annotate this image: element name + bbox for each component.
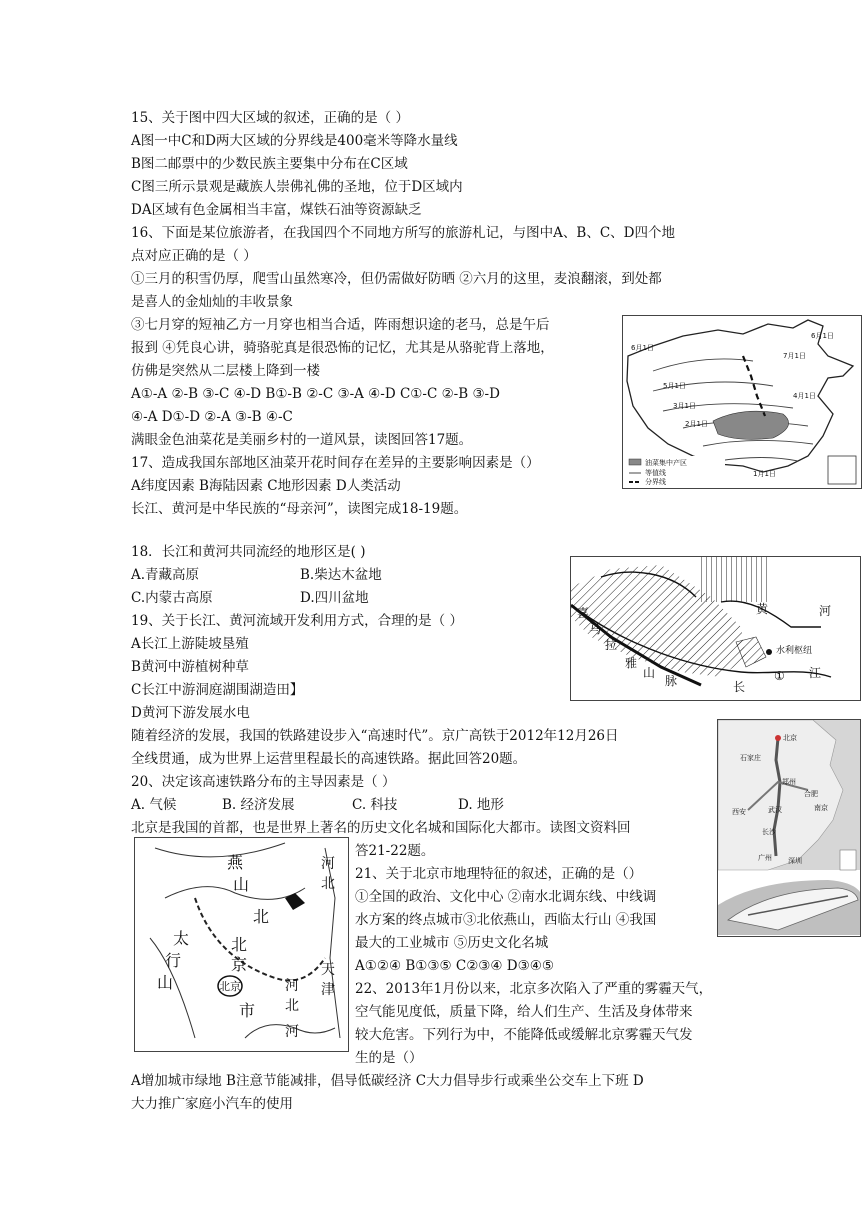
q21-22-intro-1: 北京是我国的首都，也是世界上著名的历史文化名城和国际化大都市。读图文资料回 xyxy=(131,820,631,836)
label-bei-4: 北 xyxy=(285,998,299,1014)
label-himalaya-6: 脉 xyxy=(665,674,678,688)
label-himalaya-5: 山 xyxy=(643,666,656,680)
label-yan-2: 山 xyxy=(233,875,250,894)
isoline-label-1: 6月1日 xyxy=(631,344,654,352)
q18-option-c: C.内蒙古高原 xyxy=(131,590,213,606)
q21-22-intro-2: 答21-22题。 xyxy=(355,843,435,859)
q16-line-8: A①-A ②-B ③-C ④-D B①-B ②-C ③-A ④-D C①-C ②-B ③-D xyxy=(131,386,500,402)
city-changsha: 长沙 xyxy=(762,828,776,836)
q20-stem: 20、决定该高速铁路分布的主导因素是（ ） xyxy=(131,774,396,790)
label-beijing: 北京 xyxy=(219,980,241,993)
label-yan-1: 燕 xyxy=(227,853,244,872)
q20-option-b: B. 经济发展 xyxy=(222,797,295,813)
label-shi: 市 xyxy=(239,1001,256,1020)
q19-option-c: C长江中游洞庭湖围湖造田】 xyxy=(131,682,304,698)
railway-map-figure xyxy=(717,719,861,937)
label-circled-one: ① xyxy=(774,669,785,683)
city-shijiazhuang: 石家庄 xyxy=(740,754,761,762)
label-he-3: 河 xyxy=(285,1024,299,1040)
city-zhengzhou: 郑州 xyxy=(782,778,796,786)
q15-option-a: A图一中C和D两大区域的分界线是400毫米等降水量线 xyxy=(131,133,458,149)
label-himalaya-4: 雅 xyxy=(625,656,638,670)
isoline-label-2: 6月1日 xyxy=(811,332,834,340)
q16-line-7: 仿佛是突然从二层楼上降到一楼 xyxy=(131,363,320,379)
q16-line-2: 点对应正确的是（ ） xyxy=(131,248,257,264)
q22-line-4: 生的是（） xyxy=(355,1050,423,1066)
q19-stem: 19、关于长江、黄河流域开发利用方式，合理的是（ ） xyxy=(131,613,463,629)
city-nanjing: 南京 xyxy=(814,804,828,812)
label-himalaya-2: 马 xyxy=(589,622,602,636)
label-himalaya-1: 喜 xyxy=(577,606,590,620)
q17-intro: 满眼金色油菜花是美丽乡村的一道风景，读图回答17题。 xyxy=(131,432,473,448)
city-hefei: 合肥 xyxy=(804,790,818,798)
q15-option-c: C图三所示景观是藏族人崇佛礼佛的圣地，位于D区域内 xyxy=(131,179,463,195)
q21-line-1: 21、关于北京市地理特征的叙述，正确的是（） xyxy=(355,866,643,882)
q15-option-b: B图二邮票中的少数民族主要集中分布在C区域 xyxy=(131,156,408,172)
q22-options-line-1: A增加城市绿地 B注意节能减排，倡导低碳经济 C大力倡导步行或乘坐公交车上下班 D xyxy=(131,1073,644,1089)
q17-stem: 17、造成我国东部地区油菜开花时间存在差异的主要影响因素是（） xyxy=(131,455,540,471)
city-beijing: 北京 xyxy=(783,734,797,742)
isoline-label-7: 2月1日 xyxy=(685,420,708,428)
rapeseed-map-figure xyxy=(622,315,862,489)
q16-line-1: 16、下面是某位旅游者，在我国四个不同地方所写的旅游札记，与图中A、B、C、D四个地 xyxy=(131,225,676,241)
q21-line-4: 最大的工业城市 ⑤历史文化名城 xyxy=(355,935,549,951)
legend-boundary: 分界线 xyxy=(645,478,666,486)
isoline-label-5: 4月1日 xyxy=(793,392,816,400)
label-yellow-2: 河 xyxy=(819,604,832,618)
q17-options: A纬度因素 B海陆因素 C地形因素 D人类活动 xyxy=(131,478,401,494)
city-shenzhen: 深圳 xyxy=(788,857,802,865)
q18-option-a: A.青藏高原 xyxy=(131,567,200,583)
isoline-label-3: 7月1日 xyxy=(783,352,806,360)
q16-line-4: 是喜人的金灿灿的丰收景象 xyxy=(131,294,293,310)
legend-rapeseed-area: 油菜集中产区 xyxy=(645,459,687,467)
legend-isoline: 等值线 xyxy=(645,469,666,477)
label-he-1: 河 xyxy=(321,856,335,872)
q20-intro-2: 全线贯通，成为世界上运营里程最长的高速铁路。据此回答20题。 xyxy=(131,751,527,767)
label-jing: 京 xyxy=(231,955,248,974)
q21-line-2: ①全国的政治、文化中心 ②南水北调东线、中线调 xyxy=(355,889,657,905)
label-jin: 津 xyxy=(321,982,335,998)
label-he-2: 河 xyxy=(285,978,299,994)
q16-line-9: ④-A D①-D ②-A ③-B ④-C xyxy=(131,409,293,425)
q18-stem: 18．长江和黄河共同流经的地形区是( ) xyxy=(131,544,366,560)
q18-19-intro: 长江、黄河是中华民族的“母亲河”，读图完成18-19题。 xyxy=(131,501,468,517)
q22-line-2: 空气能见度低，质量下降，给人们生产、生活及身体带来 xyxy=(355,1004,693,1020)
label-bei-3: 北 xyxy=(321,876,335,892)
q21-line-3: 水方案的终点城市③北依燕山，西临太行山 ④我国 xyxy=(355,912,657,928)
q22-options-line-2: 大力推广家庭小汽车的使用 xyxy=(131,1096,293,1112)
q18-option-d: D.四川盆地 xyxy=(300,590,369,606)
q19-option-a: A长江上游陡坡垦殖 xyxy=(131,636,249,652)
label-dam: 水利枢纽 xyxy=(776,646,813,656)
q15-stem: 15、关于图中四大区域的叙述，正确的是（ ） xyxy=(131,110,409,126)
label-yangtze-1: 长 xyxy=(733,680,746,694)
q15-option-d: DA区域有色金属相当丰富，煤铁石油等资源缺乏 xyxy=(131,202,422,218)
label-tian: 天 xyxy=(321,962,335,978)
label-yangtze-2: 江 xyxy=(809,666,822,680)
isoline-label-4: 5月1日 xyxy=(663,382,686,390)
label-yellow-1: 黄 xyxy=(756,602,769,616)
label-bei-1: 北 xyxy=(253,907,270,926)
city-guangzhou: 广州 xyxy=(758,854,772,862)
q16-line-3: ①三月的积雪仍厚，爬雪山虽然寒冷，但仍需做好防晒 ②六月的这里，麦浪翻滚，到处都 xyxy=(131,271,662,287)
label-taihang-1: 太 xyxy=(173,929,190,948)
beijing-map-figure xyxy=(134,837,349,1052)
q20-option-a: A. 气候 xyxy=(131,797,177,813)
q21-options: A①②④ B①③⑤ C②③④ D③④⑤ xyxy=(355,958,554,974)
q19-option-d: D黄河下游发展水电 xyxy=(131,705,250,721)
isoline-label-8: 1月1日 xyxy=(753,470,776,478)
isoline-label-6: 3月1日 xyxy=(673,402,696,410)
city-xian: 西安 xyxy=(732,808,746,816)
q18-option-b: B.柴达木盆地 xyxy=(300,567,382,583)
rivers-map-figure xyxy=(570,556,861,701)
city-wuhan: 武汉 xyxy=(768,806,782,814)
q16-line-5: ③七月穿的短袖乙方一月穿也相当合适，阵雨想识途的老马，总是午后 xyxy=(131,317,550,333)
label-taihang-3: 山 xyxy=(157,973,174,992)
q22-line-3: 较大危害。下列行为中，不能降低或缓解北京雾霾天气发 xyxy=(355,1027,693,1043)
q20-option-d: D. 地形 xyxy=(458,797,504,813)
label-bei-2: 北 xyxy=(231,935,248,954)
q22-line-1: 22、2013年1月份以来，北京多次陷入了严重的雾霾天气， xyxy=(355,981,713,997)
q20-intro-1: 随着经济的发展，我国的铁路建设步入“高速时代”。京广高铁于2012年12月26日 xyxy=(131,728,619,744)
q19-option-b: B黄河中游植树种草 xyxy=(131,659,249,675)
q20-option-c: C. 科技 xyxy=(352,797,398,813)
label-taihang-2: 行 xyxy=(165,951,182,970)
label-himalaya-3: 拉 xyxy=(605,638,618,652)
q16-line-6: 报到 ④凭良心讲，骑骆驼真是很恐怖的记忆，尤其是从骆驼背上落地， xyxy=(131,340,554,356)
